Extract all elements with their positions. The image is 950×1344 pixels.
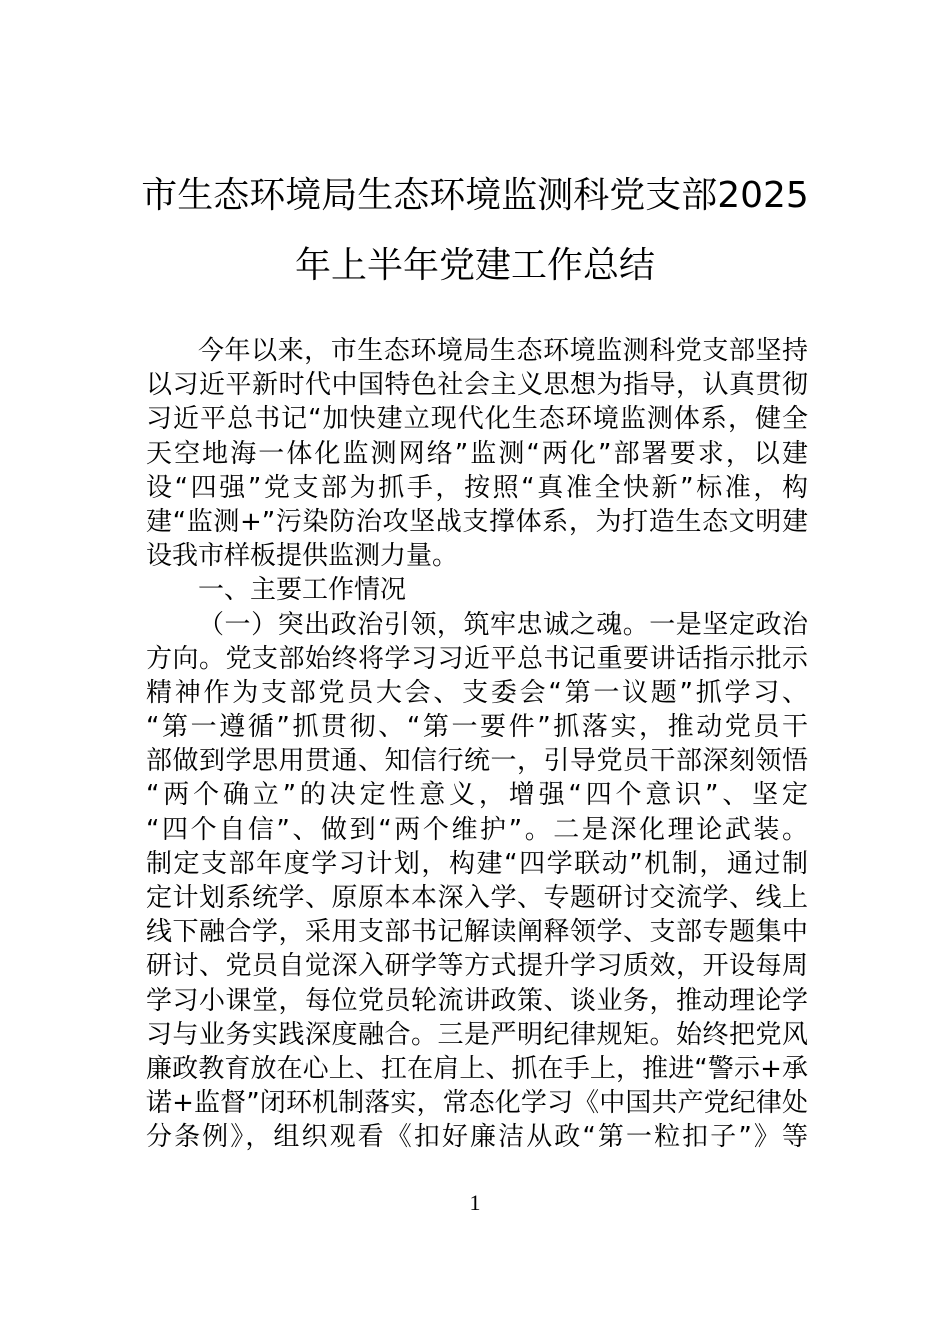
body-line: “四个自信”、做到“两个维护”。二是深化理论武装。 [146,814,808,845]
body-line: 诺+监督”闭环机制落实，常态化学习《中国共产党纪律处 [146,1088,808,1119]
body-line: “第一遵循”抓贯彻、“第一要件”抓落实，推动党员干 [146,712,808,743]
body-line: 以习近平新时代中国特色社会主义思想为指导，认真贯彻 [146,370,808,401]
body-line: 建“监测+”污染防治攻坚战支撑体系，为打造生态文明建 [146,506,808,537]
body-line: 廉政教育放在心上、扛在肩上、抓在手上，推进“警示+承 [146,1053,808,1084]
section-heading: 一、主要工作情况 [198,575,407,606]
body-line: 方向。党支部始终将学习习近平总书记重要讲话指示批示 [146,643,808,674]
document-title-line-1: 市生态环境局生态环境监测科党支部2025 [141,175,809,216]
body-line: “两个确立”的决定性意义，增强“四个意识”、坚定 [146,780,808,811]
body-line: 线下融合学，采用支部书记解读阐释领学、支部专题集中 [146,917,808,948]
body-line: 天空地海一体化监测网络”监测“两化”部署要求，以建 [146,438,808,469]
body-line: （一）突出政治引领，筑牢忠诚之魂。一是坚定政治 [198,609,808,640]
document-body [146,334,808,1155]
body-line: 制定支部年度学习计划，构建“四学联动”机制，通过制 [146,848,808,879]
body-line: 习与业务实践深度融合。三是严明纪律规矩。始终把党风 [146,1019,808,1050]
body-line: 设我市样板提供监测力量。 [146,541,459,572]
body-line: 今年以来，市生态环境局生态环境监测科党支部坚持 [198,336,808,366]
body-line: 部做到学思用贯通、知信行统一，引导党员干部深刻领悟 [146,746,808,777]
body-line: 研讨、党员自觉深入研学等方式提升学习质效，开设每周 [146,951,808,982]
body-line: 学习小课堂，每位党员轮流讲政策、谈业务，推动理论学 [146,985,808,1016]
body-line: 习近平总书记“加快建立现代化生态环境监测体系，健全 [146,404,808,435]
body-line: 设“四强”党支部为抓手，按照“真准全快新”标准，构 [146,472,808,503]
document-title-line-2: 年上半年党建工作总结 [294,245,655,286]
body-line: 精神作为支部党员大会、支委会“第一议题”抓学习、 [146,677,808,708]
body-line: 定计划系统学、原原本本深入学、专题研讨交流学、线上 [146,883,808,913]
page-number: 1 [469,1190,481,1215]
body-line: 分条例》，组织观看《扣好廉洁从政“第一粒扣子”》等 [146,1122,808,1153]
